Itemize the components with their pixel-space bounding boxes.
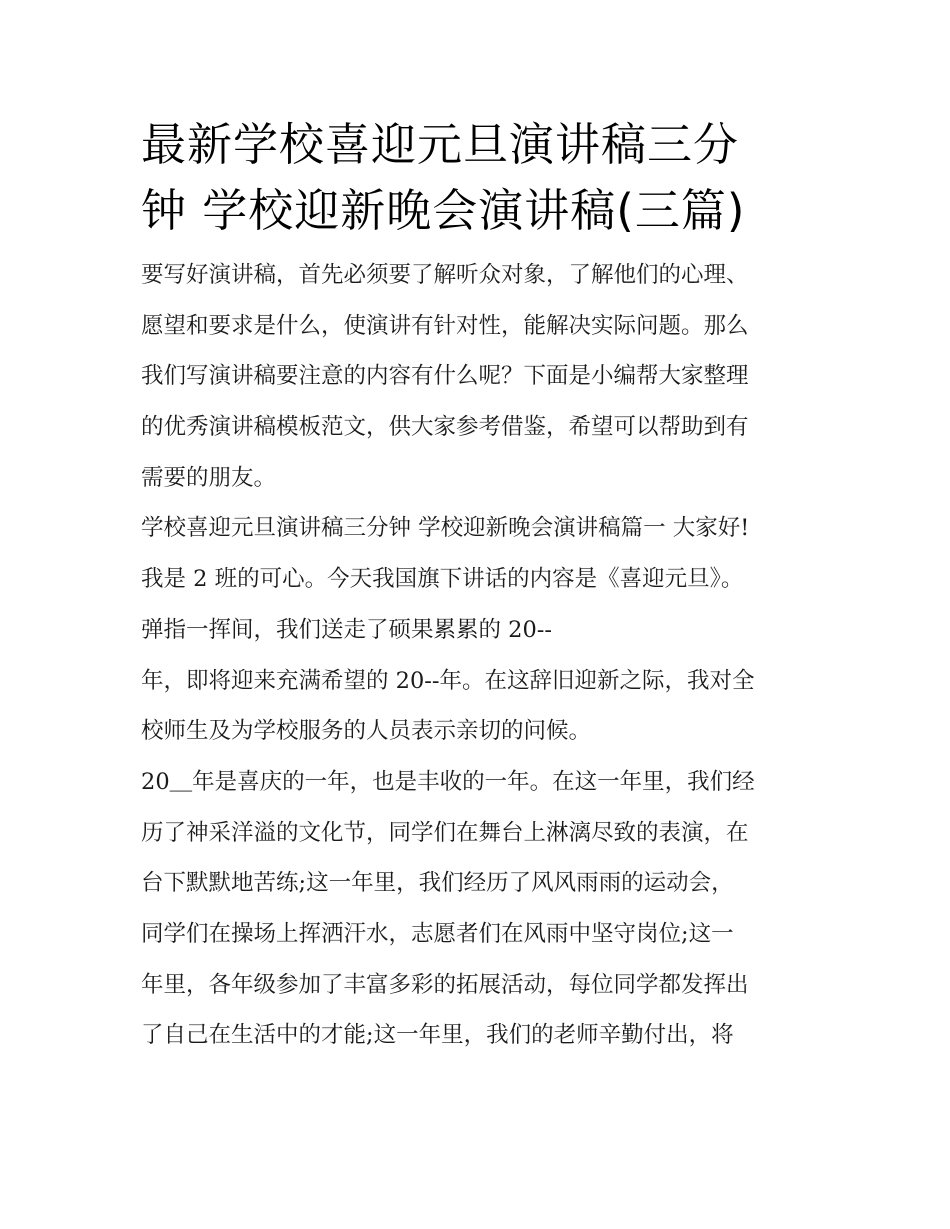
body-line: 历了神采洋溢的文化节，同学们在舞台上淋漓尽致的表演，在	[141, 819, 749, 846]
body-line: 了自己在生活中的才能;这一年里，我们的老师辛勤付出，将	[141, 1022, 734, 1049]
title-line: 最新学校喜迎元旦演讲稿三分	[141, 118, 740, 171]
body-line: 学校喜迎元旦演讲稿三分钟 学校迎新晚会演讲稿篇一 大家好!	[141, 515, 750, 542]
body-line: 同学们在操场上挥洒汗水，志愿者们在风雨中坚守岗位;这一	[141, 920, 734, 947]
body-line: 我是 2 班的可心。今天我国旗下讲话的内容是《喜迎元旦》。	[141, 566, 744, 593]
title-line: 钟 学校迎新晚会演讲稿(三篇)	[141, 184, 746, 237]
body-line: 需要的朋友。	[141, 464, 277, 491]
document-body	[141, 250, 821, 1061]
body-line: 我们写演讲稿要注意的内容有什么呢？下面是小编帮大家整理	[141, 363, 749, 390]
body-line: 20＿年是喜庆的一年，也是丰收的一年。在这一年里，我们经	[141, 768, 755, 795]
body-line: 台下默默地苦练;这一年里，我们经历了风风雨雨的运动会，	[141, 870, 734, 897]
body-line: 弹指一挥间，我们送走了硕果累累的 20--	[141, 616, 552, 643]
body-line: 年，即将迎来充满希望的 20--年。在这辞旧迎新之际，我对全	[141, 667, 755, 694]
body-line: 年里，各年级参加了丰富多彩的拓展活动，每位同学都发挥出	[141, 971, 749, 998]
body-line: 的优秀演讲稿模板范文，供大家参考借鉴，希望可以帮助到有	[141, 414, 749, 441]
body-line: 愿望和要求是什么，使演讲有针对性，能解决实际问题。那么	[141, 312, 749, 339]
document-title	[141, 112, 821, 244]
body-line: 校师生及为学校服务的人员表示亲切的问候。	[141, 718, 592, 745]
document-content	[141, 112, 821, 1061]
body-line: 要写好演讲稿，首先必须要了解听众对象，了解他们的心理、	[141, 262, 749, 288]
